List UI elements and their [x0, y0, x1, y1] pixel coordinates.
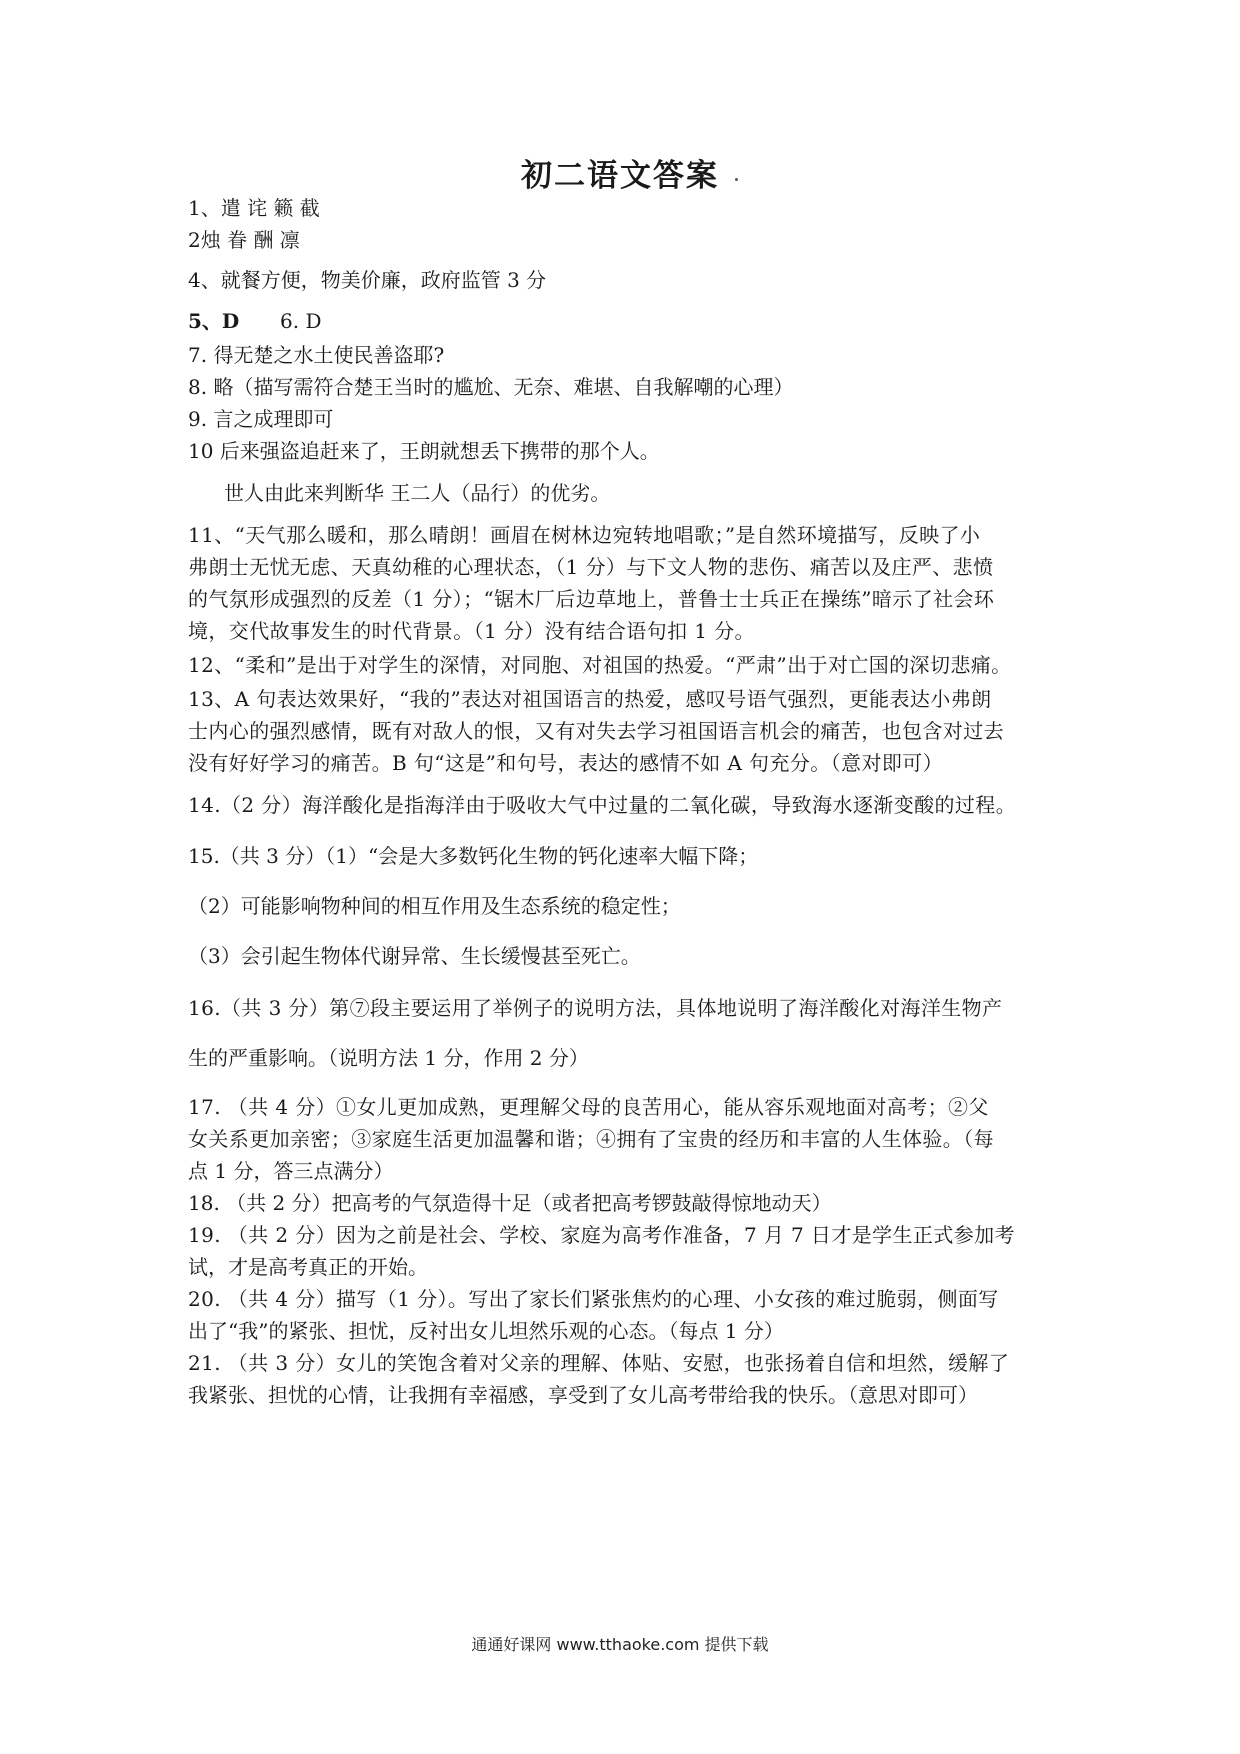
answer-line: 女关系更加亲密；③家庭生活更加温馨和谐；④拥有了宝贵的经历和丰富的人生体验。（每	[188, 1127, 994, 1151]
answer-line: 6. D	[280, 309, 322, 333]
answer-line: （2）可能影响物种间的相互作用及生态系统的稳定性；	[188, 894, 681, 918]
answer-line: 9. 言之成理即可	[188, 407, 334, 431]
answer-line: 生的严重影响。（说明方法 1 分，作用 2 分）	[188, 1046, 589, 1070]
answer-line: 5、D	[188, 309, 240, 333]
answer-line: 20. （共 4 分）描写（1 分）。写出了家长们紧张焦灼的心理、小女孩的难过脆弱，侧面写	[188, 1287, 999, 1311]
answer-line: 的气氛形成强烈的反差（1 分）；“锯木厂后边草地上，普鲁士士兵正在操练”暗示了社会环	[188, 587, 995, 611]
answer-line: 士内心的强烈感情，既有对敌人的恨，又有对失去学习祖国语言机会的痛苦，也包含对过去	[188, 719, 1004, 743]
scan-speck	[735, 178, 738, 181]
answer-line: 15.（共 3 分）（1）“会是大多数钙化生物的钙化速率大幅下降；	[188, 844, 759, 868]
answer-line: 16.（共 3 分）第⑦段主要运用了举例子的说明方法，具体地说明了海洋酸化对海洋生物产	[188, 996, 1003, 1020]
answer-line: 4、就餐方便，物美价廉，政府监管 3 分	[188, 268, 547, 292]
answer-line: 18. （共 2 分）把高考的气氛造得十足（或者把高考锣鼓敲得惊地动天）	[188, 1191, 832, 1215]
answer-line: 11、“天气那么暖和，那么晴朗！画眉在树林边宛转地唱歌；”是自然环境描写，反映了小	[188, 523, 981, 547]
answer-line: 21. （共 3 分）女儿的笑饱含着对父亲的理解、体贴、安慰，也张扬着自信和坦然，缓解了	[188, 1351, 1010, 1375]
answer-line: （3）会引起生物体代谢异常、生长缓慢甚至死亡。	[188, 944, 641, 968]
answer-line: 7. 得无楚之水土使民善盗耶?	[188, 343, 445, 367]
answer-line: 出了“我”的紧张、担忧，反衬出女儿坦然乐观的心态。（每点 1 分）	[188, 1319, 784, 1343]
answer-line: 2烛 眷 酬 凛	[188, 228, 300, 252]
answer-line: 1、遣 诧 籁 截	[188, 196, 320, 220]
answer-line: 14.（2 分）海洋酸化是指海洋由于吸收大气中过量的二氧化碳，导致海水逐渐变酸的过程。	[188, 793, 1017, 817]
answer-line: 我紧张、担忧的心情，让我拥有幸福感，享受到了女儿高考带给我的快乐。（意思对即可）	[188, 1383, 978, 1407]
download-footer: 通通好课网 www.tthaoke.com 提供下载	[471, 1635, 769, 1654]
answer-line: 13、A 句表达效果好，“我的”表达对祖国语言的热爱，感叹号语气强烈，更能表达小弗朗	[188, 687, 992, 711]
answer-line: 12、“柔和”是出于对学生的深情，对同胞、对祖国的热爱。“严肃”出于对亡国的深切悲痛。	[188, 653, 1012, 677]
answer-line: 10 后来强盗追赶来了，王朗就想丢下携带的那个人。	[188, 439, 660, 463]
answer-line: 弗朗士无忧无虑、天真幼稚的心理状态，（1 分）与下文人物的悲伤、痛苦以及庄严、悲愤	[188, 555, 994, 579]
answer-line: 没有好好学习的痛苦。B 句“这是”和句号，表达的感情不如 A 句充分。（意对即可）	[188, 751, 944, 775]
answer-line: 点 1 分，答三点满分）	[188, 1159, 394, 1183]
answer-line: 17. （共 4 分）①女儿更加成熟，更理解父母的良苦用心，能从容乐观地面对高考；②父	[188, 1095, 989, 1119]
answer-line: 境，交代故事发生的时代背景。（1 分）没有结合语句扣 1 分。	[188, 619, 755, 643]
answer-line: 8. 略（描写需符合楚王当时的尴尬、无奈、难堪、自我解嘲的心理）	[188, 375, 794, 399]
answer-line: 试，才是高考真正的开始。	[188, 1255, 428, 1279]
page-title: 初二语文答案	[521, 158, 719, 194]
answer-line: 19. （共 2 分）因为之前是社会、学校、家庭为高考作准备，7 月 7 日才是学生正式参加考	[188, 1223, 1015, 1247]
answer-line: 世人由此来判断华 王二人（品行）的优劣。	[224, 481, 611, 505]
